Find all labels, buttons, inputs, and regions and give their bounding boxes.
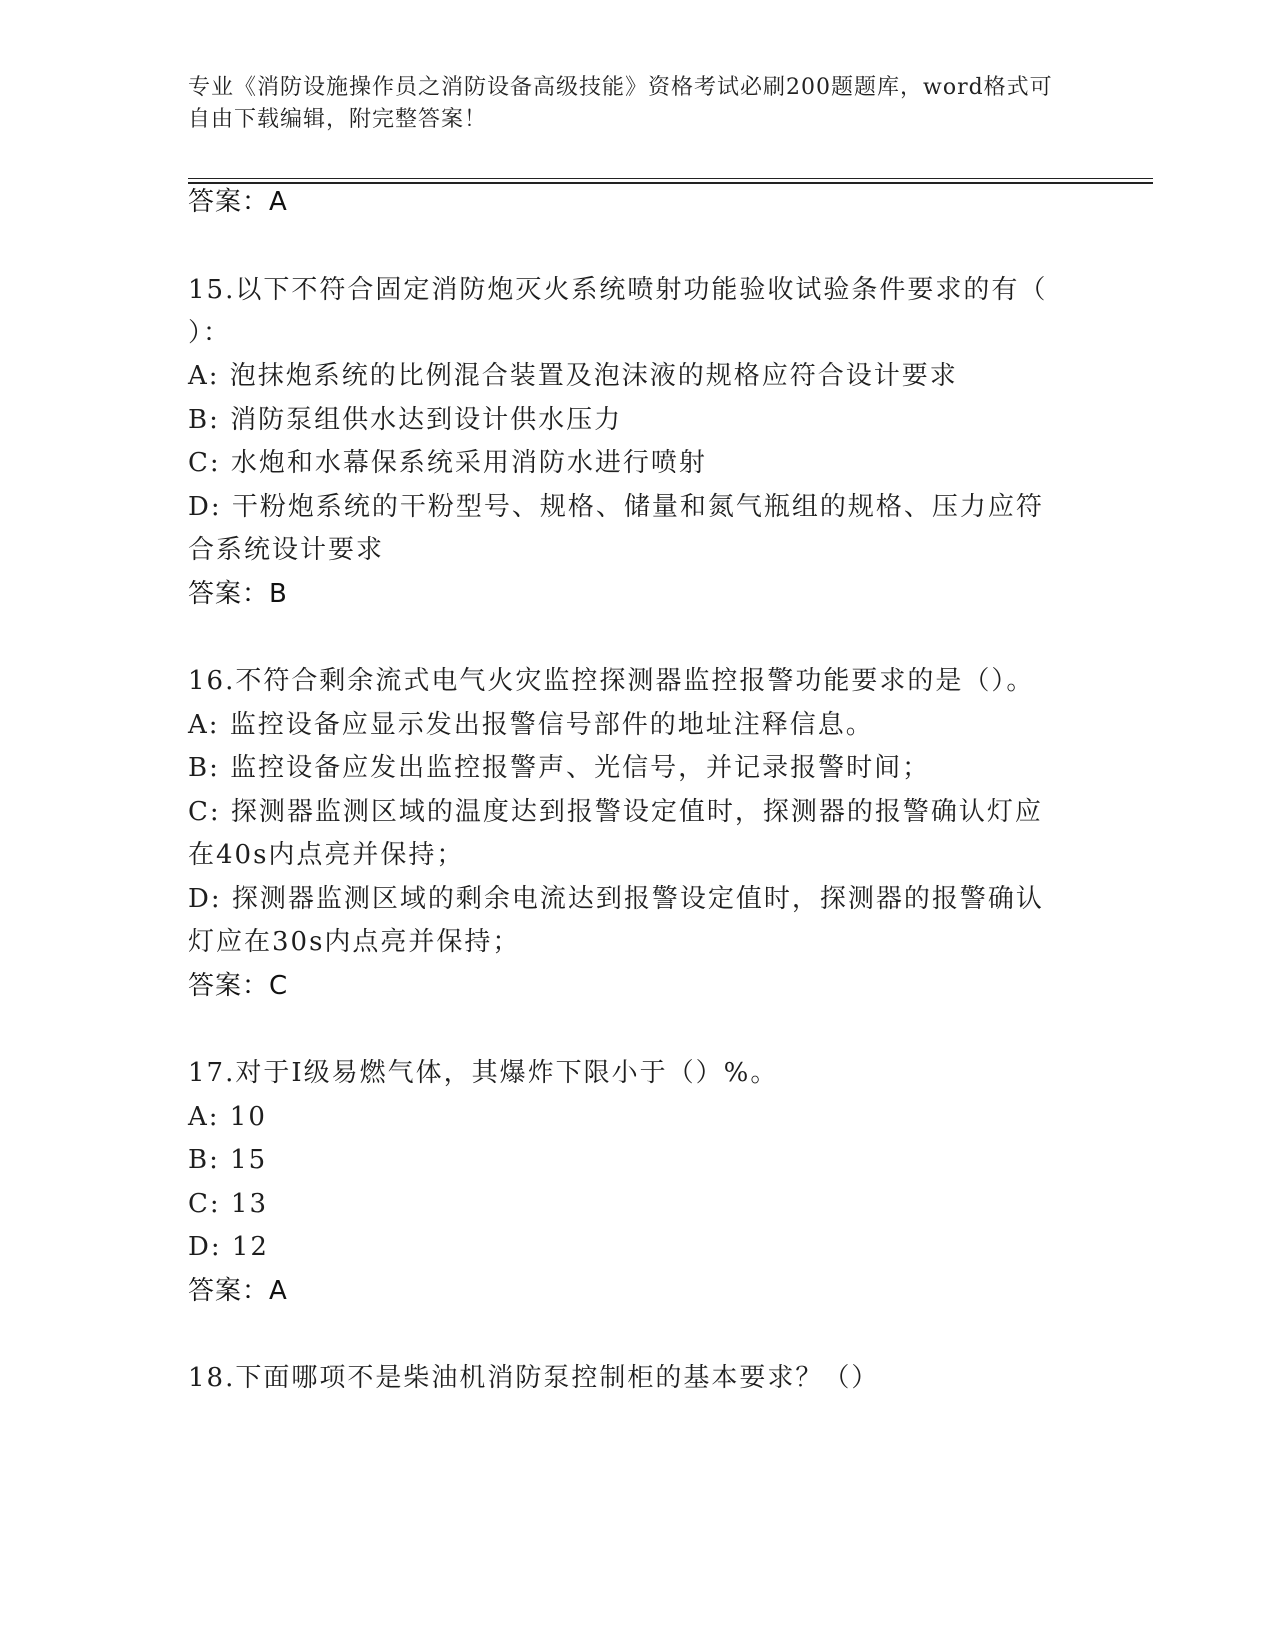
answer-16: 答案：C [188, 971, 289, 1001]
question-15-stem-cont: ）： [188, 318, 232, 348]
document-header: 专业《消防设施操作员之消防设备高级技能》资格考试必刷200题题库，word格式可自由下载编辑，附完整答案！ [188, 75, 1053, 132]
question-17-option-c: C: 13 [188, 1189, 269, 1219]
question-17-option-b: B: 15 [188, 1145, 268, 1175]
question-16-option-b: B: 监控设备应发出监控报警声、光信号，并记录报警时间； [188, 753, 931, 783]
question-15-option-b: B: 消防泵组供水达到设计供水压力 [188, 405, 623, 435]
question-17-stem: 17.对于Ⅰ级易燃气体，其爆炸下限小于（）%。 [188, 1058, 779, 1088]
answer-14: 答案：A [188, 187, 288, 217]
question-18-stem: 18.下面哪项不是柴油机消防泵控制柜的基本要求？（） [188, 1363, 880, 1393]
question-16-stem: 16.不符合剩余流式电气火灾监控探测器监控报警功能要求的是（）。 [188, 666, 1035, 696]
question-16-option-d: D: 探测器监测区域的剩余电流达到报警设定值时，探测器的报警确认 [188, 884, 1044, 914]
question-15-option-a: A: 泡抹炮系统的比例混合装置及泡沫液的规格应符合设计要求 [188, 361, 958, 391]
question-15-stem: 15.以下不符合固定消防炮灭火系统喷射功能验收试验条件要求的有（ [188, 275, 1048, 305]
answer-17: 答案：A [188, 1276, 288, 1306]
question-15-option-d: D: 干粉炮系统的干粉型号、规格、储量和氮气瓶组的规格、压力应符 [188, 492, 1044, 522]
question-17-option-a: A: 10 [188, 1102, 267, 1132]
header-divider-thick [188, 182, 1153, 184]
question-16-option-c-cont: 在40s内点亮并保持； [188, 840, 465, 870]
question-16-option-a: A: 监控设备应显示发出报警信号部件的地址注释信息。 [188, 710, 874, 740]
question-15-option-d-cont: 合系统设计要求 [188, 535, 385, 565]
header-divider-thin [188, 178, 1153, 179]
question-16-option-d-cont: 灯应在30s内点亮并保持； [188, 927, 521, 957]
question-16-option-c: C: 探测器监测区域的温度达到报警设定值时，探测器的报警确认灯应 [188, 797, 1043, 827]
answer-15: 答案：B [188, 579, 288, 609]
question-17-option-d: D: 12 [188, 1232, 269, 1262]
question-15-option-c: C: 水炮和水幕保系统采用消防水进行喷射 [188, 448, 707, 478]
